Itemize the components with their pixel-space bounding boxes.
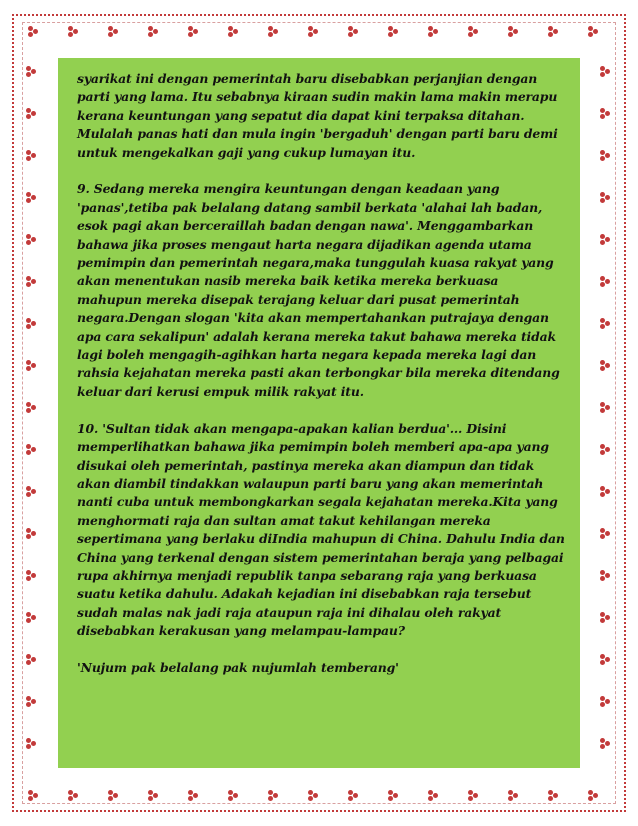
ornament-dot [600, 72, 605, 77]
ornament-dot [513, 29, 518, 34]
ornament-dot [228, 32, 233, 37]
ornament-dot [600, 198, 605, 203]
ornament-dot [605, 489, 610, 494]
paragraph-continuation: syarikat ini dengan pemerintah baru disebabkan perjanjian dengan parti yang lama. Itu sebabnya kiraan sudin makin lama makin merapu kerana keuntungan yang sepatut dia dapat kini terpaksa ditahan. Mulalah panas hati dan mula ingin 'bergaduh' dengan parti baru demi untuk mengekalkan gaji yang cukup lumayan itu. [77, 71, 558, 160]
ornament-dot [268, 32, 273, 37]
ornament-dot [588, 32, 593, 37]
ornament-dot [26, 744, 31, 749]
ornament-dot [605, 573, 610, 578]
ornament-dot [73, 29, 78, 34]
ornament-dot [308, 796, 313, 801]
ornament-dot [600, 660, 605, 665]
ornament-dot [26, 492, 31, 497]
ornament-dot [26, 618, 31, 623]
ornament-dot [31, 573, 36, 578]
ornament-dot [33, 793, 38, 798]
ornament-dot [33, 29, 38, 34]
ornament-dot [393, 793, 398, 798]
ornament-dot [233, 793, 238, 798]
ornament-dot [188, 32, 193, 37]
ornament-dot [473, 793, 478, 798]
ornament-dot [600, 408, 605, 413]
ornament-dot [553, 793, 558, 798]
ornament-dot [433, 29, 438, 34]
ornament-dot [31, 741, 36, 746]
ornament-dot [26, 408, 31, 413]
ornament-dot [508, 796, 513, 801]
ornament-dot [26, 72, 31, 77]
ornament-dot [428, 32, 433, 37]
ornament-dot [388, 32, 393, 37]
ornament-dot [473, 29, 478, 34]
ornament-dot [31, 195, 36, 200]
ornament-dot [26, 324, 31, 329]
ornament-dot [605, 237, 610, 242]
ornament-dot [468, 32, 473, 37]
ornament-dot [605, 741, 610, 746]
ornament-dot [605, 657, 610, 662]
ornament-dot [348, 796, 353, 801]
ornament-dot [31, 111, 36, 116]
ornament-dot [508, 32, 513, 37]
ornament-dot [605, 447, 610, 452]
ornament-dot [605, 405, 610, 410]
ornament-dot [600, 366, 605, 371]
ornament-dot [26, 156, 31, 161]
ornament-dot [193, 793, 198, 798]
ornament-dot [26, 366, 31, 371]
ornament-dot [148, 796, 153, 801]
ornament-dot [31, 489, 36, 494]
ornament-dot [31, 321, 36, 326]
ornament-dot [600, 240, 605, 245]
ornament-dot [600, 114, 605, 119]
ornament-dot [31, 699, 36, 704]
ornament-dot [26, 114, 31, 119]
ornament-dot [148, 32, 153, 37]
ornament-dot [26, 282, 31, 287]
ornament-dot [153, 29, 158, 34]
ornament-dot [428, 796, 433, 801]
ornament-dot [353, 29, 358, 34]
ornament-dot [153, 793, 158, 798]
ornament-dot [26, 702, 31, 707]
ornament-dot [31, 153, 36, 158]
ornament-dot [605, 195, 610, 200]
ornament-dot [605, 699, 610, 704]
ornament-dot [233, 29, 238, 34]
ornament-dot [605, 153, 610, 158]
ornament-dot [548, 32, 553, 37]
ornament-dot [113, 29, 118, 34]
ornament-dot [600, 282, 605, 287]
ornament-dot [26, 450, 31, 455]
ornament-dot [348, 32, 353, 37]
ornament-dot [600, 576, 605, 581]
ornament-dot [605, 111, 610, 116]
ornament-dot [26, 660, 31, 665]
ornament-dot [31, 447, 36, 452]
ornament-dot [73, 793, 78, 798]
ornament-dot [605, 321, 610, 326]
ornament-dot [605, 615, 610, 620]
ornament-dot [600, 324, 605, 329]
ornament-dot [605, 363, 610, 368]
ornament-dot [600, 744, 605, 749]
ornament-dot [28, 796, 33, 801]
ornament-dot [31, 363, 36, 368]
ornament-dot [593, 29, 598, 34]
ornament-dot [193, 29, 198, 34]
ornament-dot [393, 29, 398, 34]
ornament-dot [353, 793, 358, 798]
ornament-dot [600, 702, 605, 707]
ornament-dot [273, 793, 278, 798]
ornament-dot [605, 531, 610, 536]
ornament-dot [605, 69, 610, 74]
document-body [77, 70, 567, 696]
ornament-dot [308, 32, 313, 37]
closing-quote: 'Nujum pak belalang pak nujumlah temberang' [77, 659, 399, 675]
ornament-dot [593, 793, 598, 798]
ornament-dot [108, 32, 113, 37]
ornament-dot [548, 796, 553, 801]
ornament-dot [31, 531, 36, 536]
ornament-dot [605, 279, 610, 284]
ornament-dot [468, 796, 473, 801]
ornament-dot [31, 615, 36, 620]
paragraph-point-10: 10. 'Sultan tidak akan mengapa-apakan kalian berdua'... Disini memperlihatkan bahawa jika pemimpin boleh memberi apa-apa yang disukai oleh pemerintah, pastinya mereka akan diampun dan tidak akan diambil tindakkan walaupun parti baru yang akan memerintah nanti cuba untuk membongkarkan segala kejahatan mereka.Kita yang menghormati raja dan sultan amat takut kehilangan mereka sepertimana yang berlaku diIndia mahupun di China. Dahulu India dan China yang terkenal dengan sistem pemerintahan beraja yang pelbagai rupa akhirnya menjadi republik tanpa sebarang raja yang berkuasa suatu ketika dahulu. Adakah kejadian ini disebabkan raja tersebut sudah malas nak jadi raja ataupun raja ini dihalau oleh rakyat disebabkan kerakusan yang melampau-lampau? [77, 420, 565, 639]
ornament-dot [31, 405, 36, 410]
ornament-dot [188, 796, 193, 801]
ornament-dot [600, 450, 605, 455]
ornament-dot [433, 793, 438, 798]
ornament-dot [600, 156, 605, 161]
ornament-dot [26, 576, 31, 581]
ornament-dot [268, 796, 273, 801]
ornament-dot [273, 29, 278, 34]
ornament-dot [113, 793, 118, 798]
ornament-dot [600, 618, 605, 623]
ornament-dot [313, 793, 318, 798]
ornament-dot [31, 279, 36, 284]
ornament-dot [108, 796, 113, 801]
ornament-dot [31, 237, 36, 242]
ornament-dot [588, 796, 593, 801]
ornament-dot [600, 534, 605, 539]
ornament-dot [26, 240, 31, 245]
ornament-dot [228, 796, 233, 801]
ornament-dot [26, 198, 31, 203]
paragraph-point-9: 9. Sedang mereka mengira keuntungan dengan keadaan yang 'panas',tetiba pak belalang datang sambil berkata 'alahai lah badan, esok pagi akan berceraillah badan dengan nawa'. Menggambarkan bahawa jika proses mengaut harta negara dijadikan agenda utama pemimpin dan pemerintah negara,maka tunggulah kuasa rakyat yang akan menentukan nasib mereka baik ketika mereka berkuasa mahupun mereka disepak terajang keluar dari pusat pemerintah negara.Dengan slogan 'kita akan mempertahankan putrajaya dengan apa cara sekalipun' adalah kerana mereka takut bahawa mereka tidak lagi boleh mengagih-agihkan harta negara kepada mereka lagi dan rahsia kejahatan mereka pasti akan terbongkar bila mereka ditendang keluar dari kerusi empuk milik rakyat itu. [77, 181, 560, 399]
ornament-dot [388, 796, 393, 801]
ornament-dot [26, 534, 31, 539]
ornament-dot [513, 793, 518, 798]
ornament-dot [68, 796, 73, 801]
ornament-dot [600, 492, 605, 497]
ornament-dot [68, 32, 73, 37]
ornament-dot [31, 657, 36, 662]
ornament-dot [553, 29, 558, 34]
ornament-dot [28, 32, 33, 37]
ornament-dot [313, 29, 318, 34]
ornament-dot [31, 69, 36, 74]
